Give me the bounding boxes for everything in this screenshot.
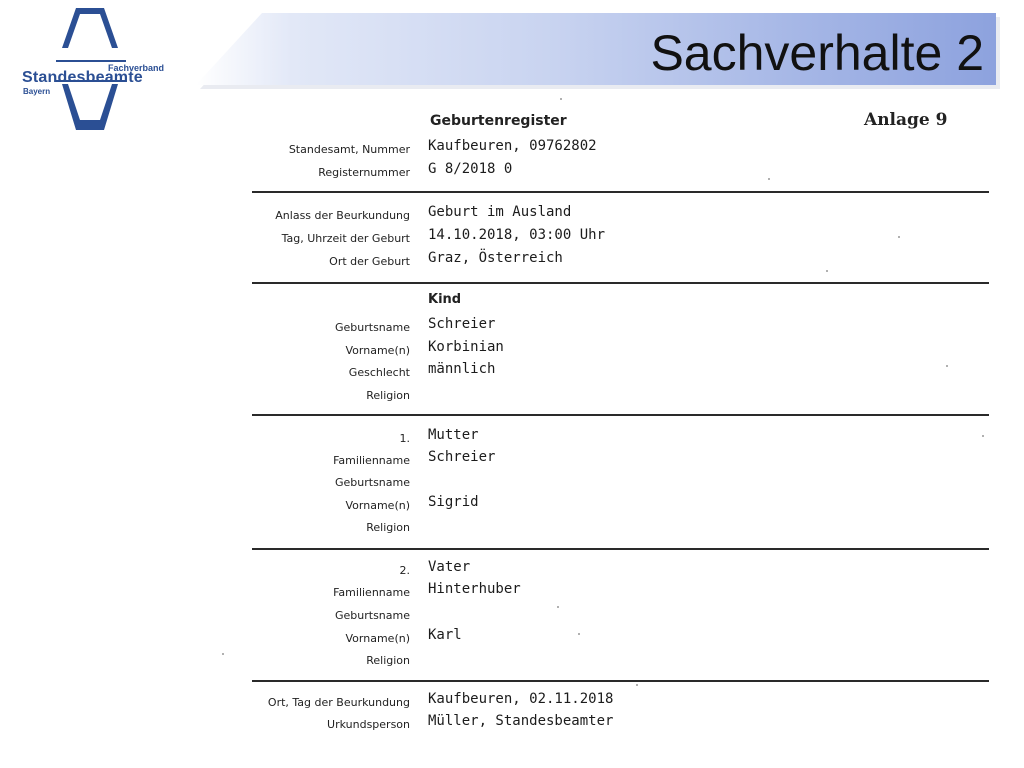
field-label: 1.: [399, 432, 410, 445]
field-value: Mutter: [428, 427, 479, 443]
field-row: [252, 161, 992, 183]
scan-speck: [578, 633, 580, 635]
field-row: [252, 604, 992, 626]
section-divider: [252, 548, 989, 550]
field-label: Familienname: [333, 586, 410, 599]
field-value: 14.10.2018, 03:00 Uhr: [428, 227, 606, 243]
field-value: Müller, Standesbeamter: [428, 713, 614, 729]
field-value: Karl: [428, 627, 462, 643]
scan-speck: [222, 653, 224, 655]
field-label: Geschlecht: [348, 366, 410, 379]
annex-label: Anlage 9: [864, 110, 948, 130]
slide-title: Sachverhalte 2: [650, 25, 984, 81]
field-value: Sigrid: [428, 494, 479, 510]
field-label: Familienname: [333, 454, 410, 467]
field-row: [252, 559, 992, 581]
field-value: G 8/2018 0: [428, 161, 513, 177]
field-row: [252, 204, 992, 226]
field-value: Kaufbeuren, 02.11.2018: [428, 691, 614, 707]
field-row: [252, 627, 992, 649]
scan-speck: [560, 98, 562, 100]
field-row: [252, 649, 992, 671]
child-heading: Kind: [428, 292, 462, 307]
document-heading: Geburtenregister: [430, 113, 567, 129]
field-label: Religion: [366, 389, 410, 402]
field-label: Anlass der Beurkundung: [275, 209, 410, 222]
field-row: [252, 316, 992, 338]
field-value: Graz, Österreich: [428, 250, 563, 266]
field-value: männlich: [428, 361, 496, 377]
field-label: Vorname(n): [345, 344, 410, 357]
field-row: [252, 361, 992, 383]
field-row: [252, 227, 992, 249]
section-divider: [252, 680, 989, 682]
scan-speck: [768, 178, 770, 180]
field-label: Vorname(n): [345, 499, 410, 512]
scan-speck: [898, 236, 900, 238]
logo-text-main: Standesbeamte: [22, 69, 143, 86]
field-label: Geburtsname: [334, 476, 410, 489]
field-value: Schreier: [428, 316, 496, 332]
field-row: [252, 384, 992, 406]
field-row: [252, 138, 992, 160]
field-label: Tag, Uhrzeit der Geburt: [281, 232, 410, 245]
scan-speck: [557, 606, 559, 608]
field-label: Vorname(n): [345, 632, 410, 645]
field-value: Korbinian: [428, 339, 504, 355]
field-label: Geburtsname: [334, 609, 410, 622]
field-value: Vater: [428, 559, 471, 575]
field-value: Hinterhuber: [428, 581, 521, 597]
section-divider: [252, 191, 989, 193]
field-row: [252, 713, 992, 735]
field-label: Religion: [366, 654, 410, 667]
field-label: Urkundsperson: [327, 718, 410, 731]
field-label: Ort der Geburt: [329, 255, 410, 268]
field-label: Religion: [366, 521, 410, 534]
field-row: [252, 494, 992, 516]
field-value: Kaufbeuren, 09762802: [428, 138, 597, 154]
field-row: [252, 250, 992, 272]
field-value: Geburt im Ausland: [428, 204, 572, 220]
logo-text-bottom: Bayern: [23, 87, 51, 96]
logo-text-top: Fachverband: [108, 63, 165, 73]
field-row: [252, 339, 992, 361]
standesbeamte-logo: [18, 8, 168, 132]
section-divider: [252, 282, 989, 284]
field-row: [252, 691, 992, 713]
field-label: Registernummer: [318, 166, 410, 179]
field-row: [252, 427, 992, 449]
field-value: Schreier: [428, 449, 496, 465]
field-label: Geburtsname: [334, 321, 410, 334]
scan-speck: [982, 435, 984, 437]
section-divider: [252, 414, 989, 416]
field-row: [252, 471, 992, 493]
field-row: [252, 516, 992, 538]
scan-speck: [946, 365, 948, 367]
field-row: [252, 581, 992, 603]
field-label: Standesamt, Nummer: [288, 143, 410, 156]
scan-speck: [636, 684, 638, 686]
field-label: 2.: [399, 564, 410, 577]
field-row: [252, 449, 992, 471]
scan-speck: [826, 270, 828, 272]
field-label: Ort, Tag der Beurkundung: [267, 696, 410, 709]
